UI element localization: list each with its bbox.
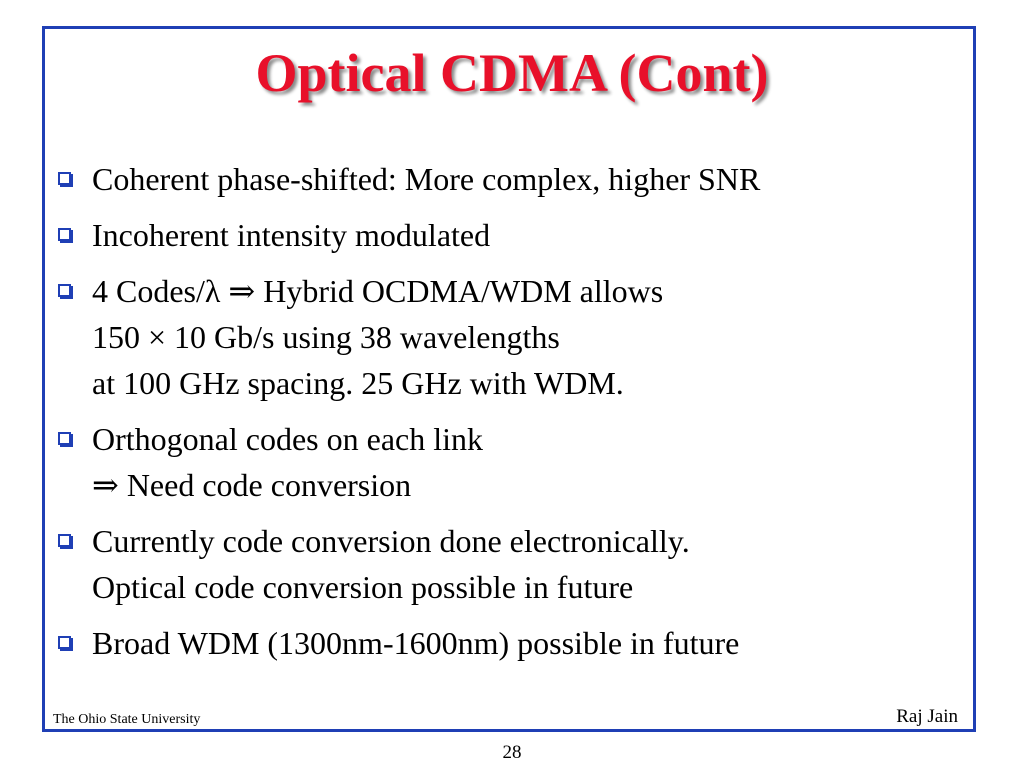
square-bullet-icon [58,284,71,297]
footer-author: Raj Jain [896,706,958,727]
bullet-text: Broad WDM (1300nm-1600nm) possible in future [92,625,740,661]
bullet-item [58,268,958,406]
bullet-item [58,156,958,202]
bullet-text: 4 Codes/λ ⇒ Hybrid OCDMA/WDM allows [92,273,664,309]
footer-institution: The Ohio State University [53,712,201,727]
square-bullet-icon [58,636,71,649]
bullet-item [58,212,958,258]
bullet-text: at 100 GHz spacing. 25 GHz with WDM. [92,365,624,401]
page-number: 28 [502,742,522,763]
bullet-item [58,416,958,508]
bullet-item [58,518,958,610]
square-bullet-icon [58,172,71,185]
bullet-text: 150 × 10 Gb/s using 38 wavelengths [92,319,560,355]
bullet-text: Optical code conversion possible in future [92,569,634,605]
bullet-text: Coherent phase-shifted: More complex, higher SNR [92,161,761,197]
bullet-text: Currently code conversion done electronically. [92,523,690,559]
bullet-item [58,620,958,666]
slide-title: Optical CDMA (Cont) [255,43,769,103]
bullet-text: Orthogonal codes on each link [92,421,483,457]
square-bullet-icon [58,228,71,241]
bullet-text: ⇒ Need code conversion [92,467,412,503]
square-bullet-icon [58,534,71,547]
bullet-list [58,156,958,676]
square-bullet-icon [58,432,71,445]
bullet-text: Incoherent intensity modulated [92,217,491,253]
